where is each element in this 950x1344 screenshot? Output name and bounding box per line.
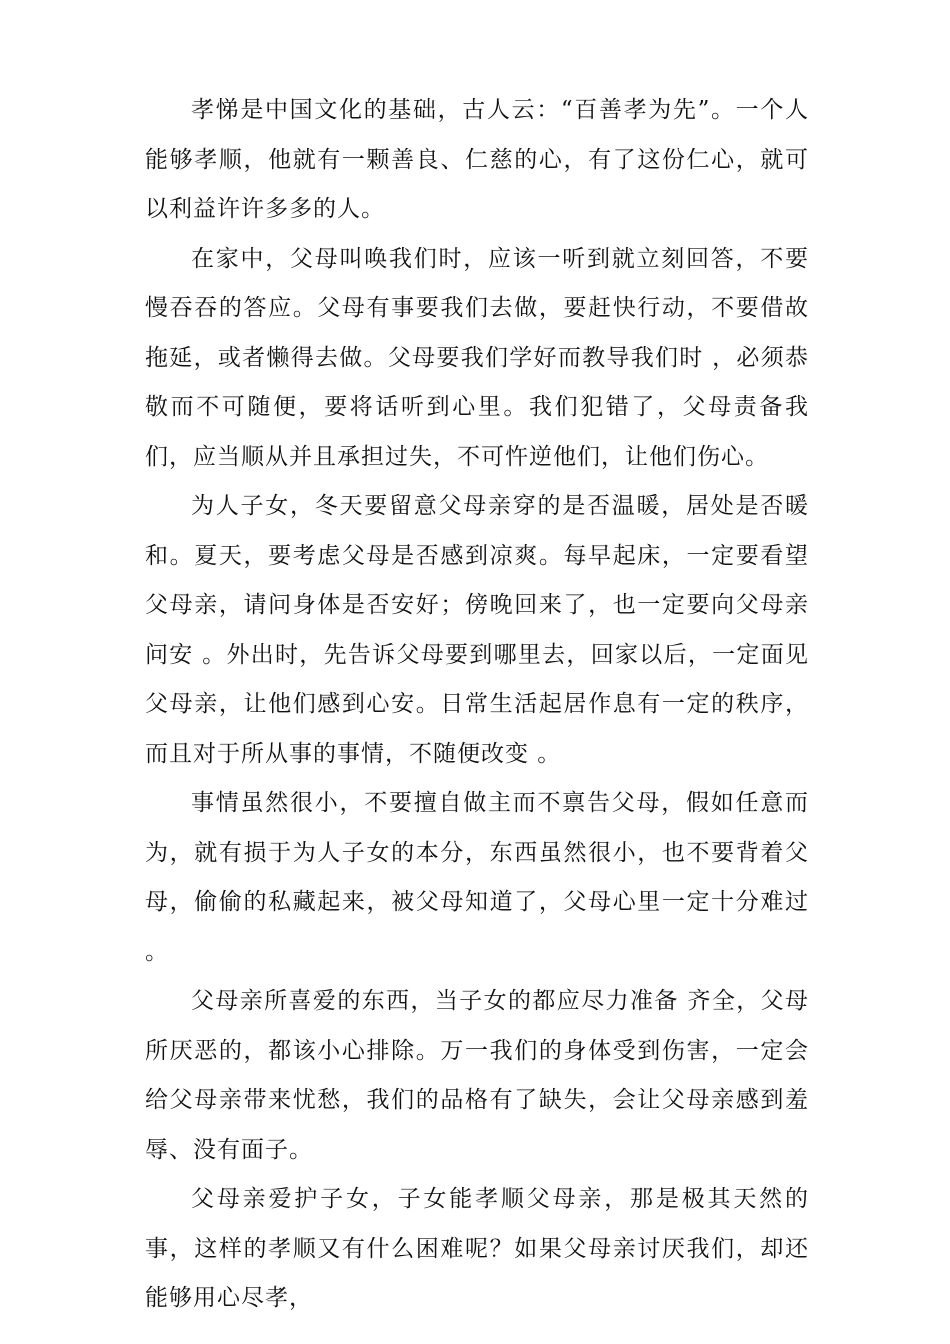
paragraph-2: 在家中，父母叫唤我们时，应该一听到就立刻回答，不要慢吞吞的答应。父母有事要我们去做，要赶快行动，不要借故拖延，或者懒得去做。父母要我们学好而教导我们时 ，必须恭敬而不可随便，要将话听到心里。我们犯错了，父母责备我们，应当顺从并且承担过失，不可忤逆他们，让他们伤心。 <box>145 245 809 470</box>
paragraph-5: 父母亲所喜爱的东西，当子女的都应尽力准备 齐全，父母所厌恶的，都该小心排除。万一我们的身体受到伤害，一定会给父母亲带来忧愁，我们的品格有了缺失，会让父母亲感到羞辱、没有面子。 <box>145 988 809 1163</box>
paragraph-4: 事情虽然很小，不要擅自做主而不禀告父母，假如任意而为，就有损于为人子女的本分，东西虽然很小，也不要背着父母，偷偷的私藏起来，被父母知道了，父母心里一定十分难过 。 <box>145 790 809 965</box>
document-body <box>145 86 809 1324</box>
paragraph-3: 为人子女，冬天要留意父母亲穿的是否温暖，居处是否暖和。夏天，要考虑父母是否感到凉爽。每早起床，一定要看望父母亲，请问身体是否安好；傍晚回来了，也一定要向父母亲问安 。外出时，先告诉父母要到哪里去，回家以后，一定面见父母亲，让他们感到心安。日常生活起居作息有一定的秩序，而且对于所从事的事情，不随便改变 。 <box>145 493 809 767</box>
paragraph-1: 孝悌是中国文化的基础，古人云：“百善孝为先”。一个人能够孝顺，他就有一颗善良、仁慈的心，有了这份仁心，就可以利益许许多多的人。 <box>145 97 809 222</box>
paragraph-6: 父母亲爱护子女，子女能孝顺父母亲，那是极其天然的事，这样的孝顺又有什么困难呢？如果父母亲讨厌我们，却还能够用心尽孝， <box>145 1186 809 1311</box>
